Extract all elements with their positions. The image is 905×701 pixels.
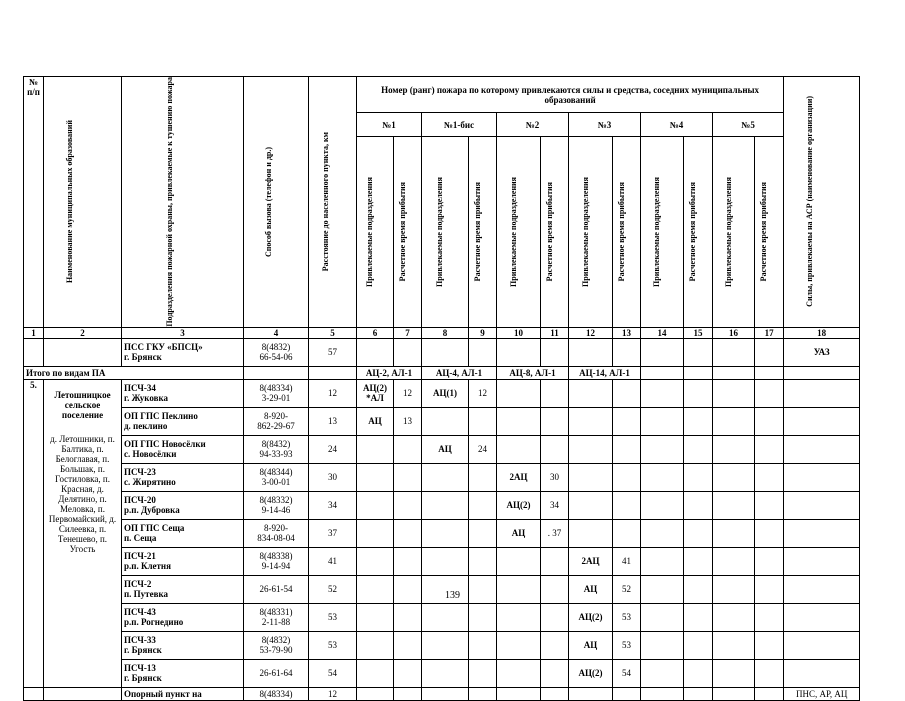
phone-cell: 8(4832) 66-54-06	[244, 338, 309, 366]
fire-deployment-table	[23, 76, 860, 701]
column-number: 3	[122, 327, 244, 338]
column-number: 1	[24, 327, 44, 338]
arrival-time-cell	[394, 463, 422, 491]
unit-cell: ПСЧ-21 р.п. Клетня	[122, 547, 244, 575]
arrival-time-cell	[469, 631, 497, 659]
unit-cell: ПСЧ-23 с. Жирятино	[122, 463, 244, 491]
totals-row	[24, 366, 860, 379]
arrival-time-cell	[469, 463, 497, 491]
rank-3: №3	[569, 113, 641, 137]
arrival-time-cell	[469, 407, 497, 435]
table-row	[24, 435, 860, 463]
column-number: 17	[755, 327, 784, 338]
phone-cell: 8(48334)	[244, 687, 309, 700]
table-row	[24, 687, 860, 700]
phone-cell: 8(48344) 3-00-01	[244, 463, 309, 491]
deployed-units-cell	[422, 631, 469, 659]
arrival-time-cell	[613, 491, 641, 519]
distance-cell: 57	[309, 338, 357, 366]
rank-1bis: №1-бис	[422, 113, 497, 137]
deployed-units-cell	[422, 491, 469, 519]
arrival-time-cell	[394, 519, 422, 547]
deployed-units-cell	[497, 631, 541, 659]
header-rank-group: Номер (ранг) пожара по которому привлекаются силы и средства, соседних муниципальных образований	[357, 77, 784, 113]
deployed-units-cell: АЦ(2) *АЛ	[357, 379, 394, 407]
arrival-time-cell	[613, 519, 641, 547]
deployed-units-cell	[422, 547, 469, 575]
table-row	[24, 659, 860, 687]
arrival-time-cell: 30	[541, 463, 569, 491]
column-number: 16	[713, 327, 755, 338]
deployed-units-cell	[357, 519, 394, 547]
phone-cell: 8(8432) 94-33-93	[244, 435, 309, 463]
deployed-units-cell: АЦ	[357, 407, 394, 435]
unit-cell: ОП ГПС Пеклино д. пеклино	[122, 407, 244, 435]
table-row	[24, 407, 860, 435]
sub-units: Привлекаемые подразделения	[569, 137, 613, 328]
distance-cell: 37	[309, 519, 357, 547]
rank-2: №2	[497, 113, 569, 137]
column-number-row	[24, 327, 860, 338]
deployed-units-cell	[497, 603, 541, 631]
unit-cell: ПСС ГКУ «БПСЦ» г. Брянск	[122, 338, 244, 366]
rank-4: №4	[641, 113, 713, 137]
arrival-time-cell	[541, 379, 569, 407]
sub-time: Расчетное время прибытия	[541, 137, 569, 328]
arrival-time-cell: 41	[613, 547, 641, 575]
deployed-units-cell	[357, 659, 394, 687]
phone-cell: 26-61-64	[244, 659, 309, 687]
header-call: Способ вызова (телефон и др.)	[244, 77, 309, 328]
table-row	[24, 631, 860, 659]
column-number: 13	[613, 327, 641, 338]
deployed-units-cell	[357, 435, 394, 463]
column-number: 7	[394, 327, 422, 338]
deployed-units-cell	[357, 603, 394, 631]
deployed-units-cell	[497, 547, 541, 575]
arrival-time-cell	[541, 603, 569, 631]
header-muni: Наименование муниципальных образований	[44, 77, 122, 328]
sub-units: Привлекаемые подразделения	[497, 137, 541, 328]
arrival-time-cell	[469, 547, 497, 575]
arrival-time-cell	[541, 659, 569, 687]
deployed-units-cell	[569, 379, 613, 407]
arrival-time-cell	[541, 547, 569, 575]
deployed-units-cell	[422, 519, 469, 547]
arrival-time-cell	[613, 435, 641, 463]
totals-r1bis: АЦ-4, АЛ-1	[422, 366, 497, 379]
sub-time: Расчетное время прибытия	[394, 137, 422, 328]
arrival-time-cell: 34	[541, 491, 569, 519]
unit-cell: Опорный пункт на	[122, 687, 244, 700]
deployed-units-cell	[497, 379, 541, 407]
arrival-time-cell	[613, 463, 641, 491]
deployed-units-cell: АЦ(2)	[569, 603, 613, 631]
arrival-time-cell	[394, 631, 422, 659]
distance-cell: 52	[309, 575, 357, 603]
column-number: 14	[641, 327, 684, 338]
arrival-time-cell	[469, 519, 497, 547]
totals-label: Итого по видам ПА	[24, 366, 244, 379]
header-asr: Силы, привлекаемы на АСР (наименование организации)	[784, 77, 860, 328]
arrival-time-cell	[613, 407, 641, 435]
table-row	[24, 338, 860, 366]
sub-units: Привлекаемые подразделения	[357, 137, 394, 328]
phone-cell: 8(4832) 53-79-90	[244, 631, 309, 659]
deployed-units-cell	[569, 407, 613, 435]
distance-cell: 24	[309, 435, 357, 463]
table-row	[24, 603, 860, 631]
deployed-units-cell: 2АЦ	[569, 547, 613, 575]
sub-time: Расчетное время прибытия	[613, 137, 641, 328]
deployed-units-cell: АЦ	[569, 575, 613, 603]
arrival-time-cell	[469, 659, 497, 687]
phone-cell: 8(48331) 2-11-88	[244, 603, 309, 631]
deployed-units-cell	[497, 435, 541, 463]
sub-time: Расчетное время прибытия	[469, 137, 497, 328]
arrival-time-cell	[469, 603, 497, 631]
unit-cell: ОП ГПС Новосёлки с. Новосёлки	[122, 435, 244, 463]
arrival-time-cell: 54	[613, 659, 641, 687]
arrival-time-cell	[541, 407, 569, 435]
deployed-units-cell	[497, 407, 541, 435]
header-num: № п/п	[24, 77, 44, 328]
column-number: 4	[244, 327, 309, 338]
arrival-time-cell: 53	[613, 603, 641, 631]
column-number: 2	[44, 327, 122, 338]
arrival-time-cell	[541, 631, 569, 659]
phone-cell: 8-920- 834-08-04	[244, 519, 309, 547]
column-number: 11	[541, 327, 569, 338]
deployed-units-cell	[497, 659, 541, 687]
municipality-cell	[44, 379, 122, 687]
arrival-time-cell	[613, 379, 641, 407]
arrival-time-cell	[394, 659, 422, 687]
sub-time: Расчетное время прибытия	[755, 137, 784, 328]
deployed-units-cell: АЦ	[497, 519, 541, 547]
arrival-time-cell: 12	[394, 379, 422, 407]
rank-1: №1	[357, 113, 422, 137]
unit-cell: ПСЧ-33 г. Брянск	[122, 631, 244, 659]
arrival-time-cell: 13	[394, 407, 422, 435]
deployed-units-cell: АЦ(1)	[422, 379, 469, 407]
phone-cell: 8(48334) 3-29-01	[244, 379, 309, 407]
table-row	[24, 463, 860, 491]
distance-cell: 53	[309, 631, 357, 659]
deployed-units-cell: АЦ(2)	[497, 491, 541, 519]
deployed-units-cell	[357, 463, 394, 491]
unit-cell: ПСЧ-34 г. Жуковка	[122, 379, 244, 407]
arrival-time-cell: . 37	[541, 519, 569, 547]
column-number: 5	[309, 327, 357, 338]
totals-r1: АЦ-2, АЛ-1	[357, 366, 422, 379]
sub-units: Привлекаемые подразделения	[713, 137, 755, 328]
phone-cell: 8(48332) 9-14-46	[244, 491, 309, 519]
table-row	[24, 491, 860, 519]
sub-units: Привлекаемые подразделения	[422, 137, 469, 328]
phone-cell: 26-61-54	[244, 575, 309, 603]
arrival-time-cell: 24	[469, 435, 497, 463]
municipality-settlements: д. Летошники, п. Балтика, п. Белоглавая, п. Большак, п. Гостиловка, п. Красная, д. Делятино, п. Меловка, п. Первомайский, д. Силеевка, п. Тенешево, п. Угость	[48, 433, 117, 554]
table-row	[24, 379, 860, 407]
column-number: 6	[357, 327, 394, 338]
deployed-units-cell	[357, 547, 394, 575]
table-row	[24, 547, 860, 575]
distance-cell: 12	[309, 379, 357, 407]
section-num: 5.	[24, 379, 44, 687]
sub-units: Привлекаемые подразделения	[641, 137, 684, 328]
column-number: 18	[784, 327, 860, 338]
distance-cell: 13	[309, 407, 357, 435]
column-number: 10	[497, 327, 541, 338]
column-number: 12	[569, 327, 613, 338]
deployed-units-cell	[569, 435, 613, 463]
unit-cell: ПСЧ-2 п. Путевка	[122, 575, 244, 603]
deployed-units-cell	[569, 491, 613, 519]
unit-cell: ПСЧ-20 р.п. Дубровка	[122, 491, 244, 519]
deployed-units-cell: АЦ(2)	[569, 659, 613, 687]
distance-cell: 54	[309, 659, 357, 687]
asr-cell: ПНС, АР, АЦ	[784, 687, 860, 700]
phone-cell: 8(48338) 9-14-94	[244, 547, 309, 575]
arrival-time-cell	[469, 491, 497, 519]
asr-cell: УАЗ	[784, 338, 860, 366]
page-number: 139	[445, 590, 460, 601]
distance-cell: 34	[309, 491, 357, 519]
arrival-time-cell: 53	[613, 631, 641, 659]
unit-cell: ПСЧ-13 г. Брянск	[122, 659, 244, 687]
table-row	[24, 519, 860, 547]
phone-cell: 8-920- 862-29-67	[244, 407, 309, 435]
distance-cell: 12	[309, 687, 357, 700]
deployed-units-cell	[569, 519, 613, 547]
arrival-time-cell	[394, 547, 422, 575]
arrival-time-cell	[394, 435, 422, 463]
distance-cell: 30	[309, 463, 357, 491]
column-number: 9	[469, 327, 497, 338]
arrival-time-cell: 12	[469, 379, 497, 407]
deployed-units-cell: АЦ	[569, 631, 613, 659]
arrival-time-cell	[541, 435, 569, 463]
deployed-units-cell: 2АЦ	[497, 463, 541, 491]
header-dist: Расстояние до населенного пункта, км	[309, 77, 357, 328]
arrival-time-cell	[394, 603, 422, 631]
unit-cell: ПСЧ-43 р.п. Рогнедино	[122, 603, 244, 631]
header-unit: Подразделения пожарной охраны, привлекаемые к тушению пожара	[122, 77, 244, 328]
deployed-units-cell: АЦ	[422, 435, 469, 463]
column-number: 8	[422, 327, 469, 338]
distance-cell: 53	[309, 603, 357, 631]
totals-r2: АЦ-8, АЛ-1	[497, 366, 569, 379]
deployed-units-cell	[422, 659, 469, 687]
deployed-units-cell	[422, 407, 469, 435]
deployed-units-cell	[357, 631, 394, 659]
rank-5: №5	[713, 113, 784, 137]
arrival-time-cell: 52	[613, 575, 641, 603]
distance-cell: 41	[309, 547, 357, 575]
deployed-units-cell	[422, 603, 469, 631]
totals-r3: АЦ-14, АЛ-1	[569, 366, 641, 379]
deployed-units-cell	[569, 463, 613, 491]
unit-cell: ОП ГПС Сеща п. Сеща	[122, 519, 244, 547]
municipality-name: Летошницкое сельское поселение	[54, 389, 111, 420]
arrival-time-cell	[394, 491, 422, 519]
column-number: 15	[684, 327, 713, 338]
deployed-units-cell	[357, 491, 394, 519]
deployed-units-cell	[422, 463, 469, 491]
sub-time: Расчетное время прибытия	[684, 137, 713, 328]
